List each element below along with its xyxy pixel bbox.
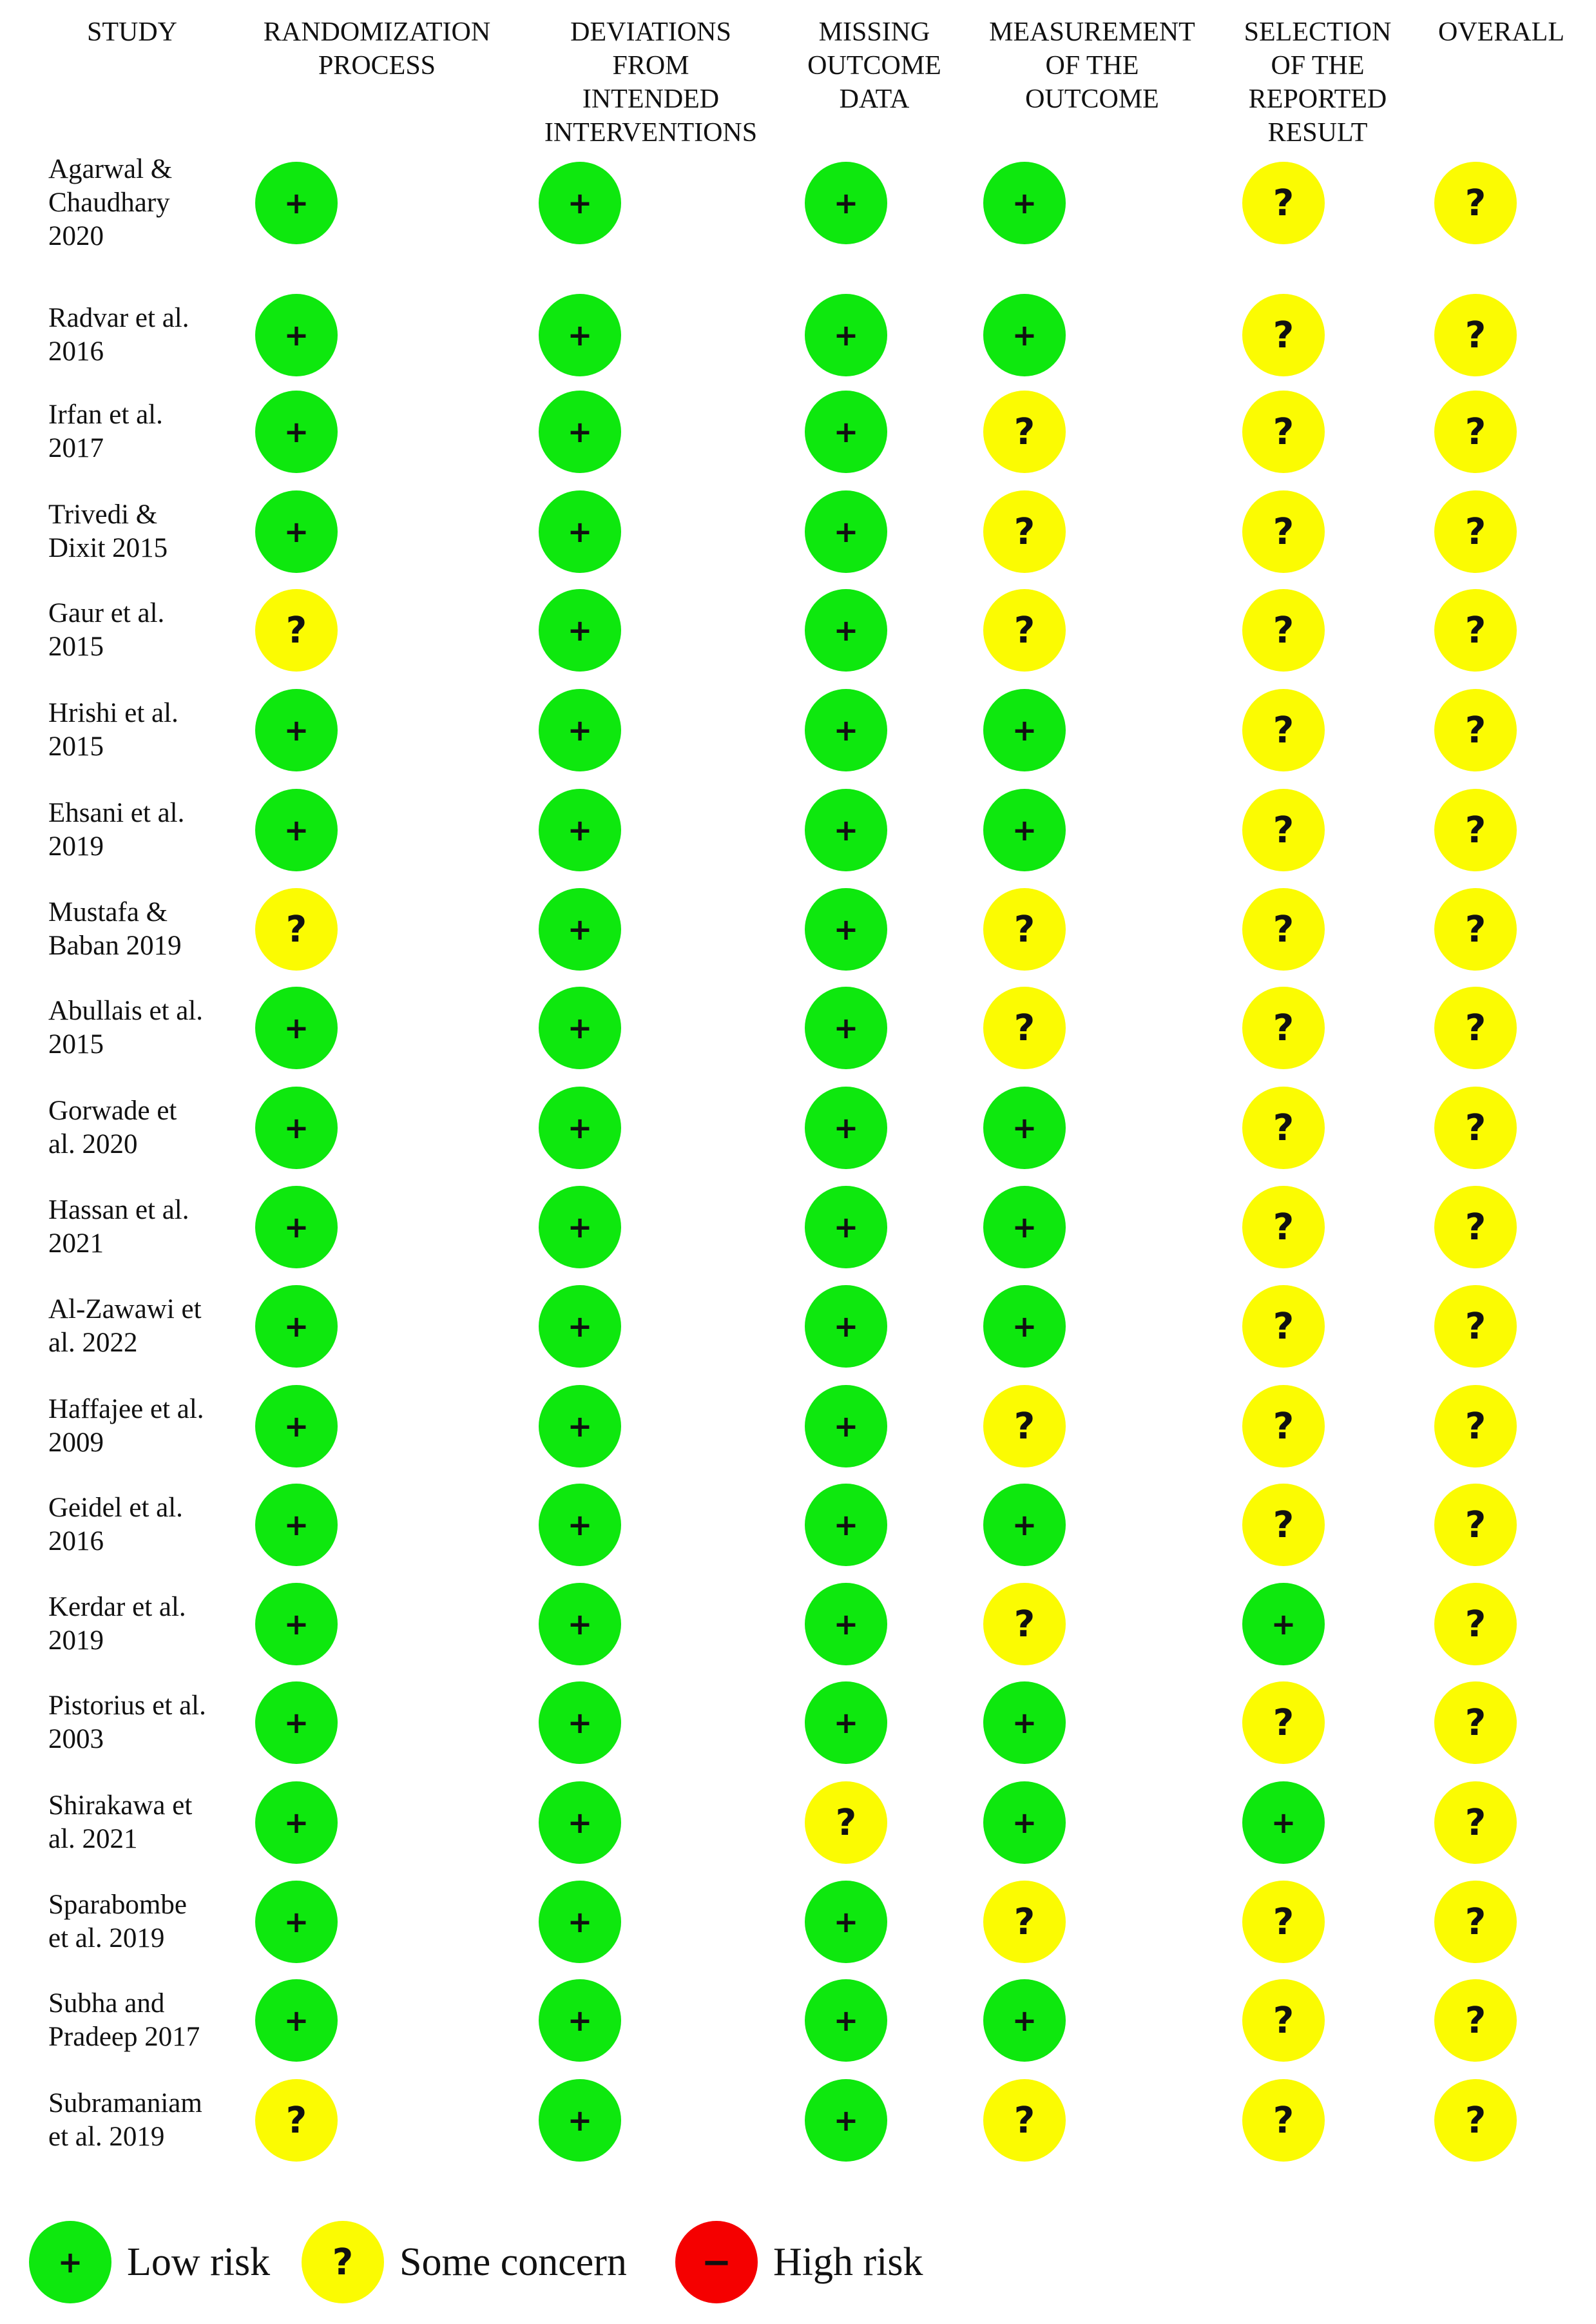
- rating-low-icon: +: [983, 1285, 1066, 1368]
- study-name: Hassan et al. 2021: [48, 1195, 189, 1259]
- rating-some-icon: ?: [983, 1583, 1066, 1665]
- rating-some-icon: ?: [1434, 1385, 1517, 1467]
- column-header: DEVIATIONS FROM INTENDED INTERVENTIONS: [544, 17, 758, 148]
- rating-some-icon: ?: [1434, 1781, 1517, 1864]
- rating-low-icon: +: [539, 1186, 621, 1268]
- rating-low-icon: +: [805, 1186, 887, 1268]
- rating-some-icon: ?: [1242, 391, 1325, 473]
- rating-some-icon: ?: [1434, 888, 1517, 971]
- rating-some-icon: ?: [255, 2079, 338, 2162]
- column-header: MISSING OUTCOME DATA: [807, 17, 941, 114]
- rating-low-icon: +: [255, 987, 338, 1069]
- rating-low-icon: +: [983, 789, 1066, 871]
- column-header: SELECTION OF THE REPORTED RESULT: [1244, 17, 1392, 148]
- rating-some-icon: ?: [1434, 987, 1517, 1069]
- rating-low-icon: +: [539, 1781, 621, 1864]
- rating-low-icon: +: [539, 391, 621, 473]
- legend-label: Some concern: [399, 2240, 627, 2284]
- rating-low-icon: +: [983, 1087, 1066, 1169]
- rating-some-icon: ?: [1242, 490, 1325, 573]
- rating-some-icon: ?: [1434, 1285, 1517, 1368]
- rating-low-icon: +: [805, 294, 887, 376]
- rating-low-icon: +: [805, 789, 887, 871]
- rating-low-icon: +: [539, 1484, 621, 1566]
- rating-some-icon: ?: [1434, 162, 1517, 244]
- study-name: Pistorius et al. 2003: [48, 1690, 206, 1754]
- rating-some-icon: ?: [1434, 1087, 1517, 1169]
- rating-some-icon: ?: [1434, 689, 1517, 771]
- rating-some-icon: ?: [1434, 589, 1517, 672]
- study-name: Irfan et al. 2017: [48, 400, 163, 463]
- study-name: Abullais et al. 2015: [48, 996, 204, 1060]
- rating-some-icon: ?: [1242, 589, 1325, 672]
- rating-some-icon: ?: [1242, 1285, 1325, 1368]
- legend-item-high: [675, 2217, 923, 2307]
- rating-low-icon: +: [255, 1385, 338, 1467]
- rating-some-icon: ?: [1242, 1484, 1325, 1566]
- rating-low-icon: +: [805, 888, 887, 971]
- rating-low-icon: +: [983, 1484, 1066, 1566]
- study-name: Al-Zawawi et al. 2022: [48, 1294, 202, 1358]
- rating-some-icon: ?: [1434, 294, 1517, 376]
- rating-low-icon: +: [255, 490, 338, 573]
- study-name: Subramaniam et al. 2019: [48, 2088, 202, 2152]
- rating-low-icon: +: [539, 1285, 621, 1368]
- rating-low-icon: +: [983, 294, 1066, 376]
- rating-low-icon: +: [255, 1484, 338, 1566]
- rating-low-icon: +: [805, 1979, 887, 2062]
- study-name: Gaur et al. 2015: [48, 598, 165, 662]
- rating-low-icon: +: [255, 1087, 338, 1169]
- rating-some-icon: ?: [1434, 789, 1517, 871]
- rating-low-icon: +: [983, 1681, 1066, 1764]
- rating-low-icon: +: [1242, 1583, 1325, 1665]
- rating-low-icon: +: [805, 1881, 887, 1963]
- rating-some-icon: ?: [1242, 888, 1325, 971]
- rating-some-icon: ?: [1242, 294, 1325, 376]
- study-name: Mustafa & Baban 2019: [48, 897, 182, 961]
- rating-some-icon: ?: [255, 888, 338, 971]
- rating-some-icon: ?: [1434, 2079, 1517, 2162]
- legend-high-icon: −: [675, 2221, 758, 2303]
- rating-low-icon: +: [805, 1087, 887, 1169]
- rating-low-icon: +: [255, 1881, 338, 1963]
- column-header: RANDOMIZATION PROCESS: [263, 17, 491, 81]
- study-name: Kerdar et al. 2019: [48, 1592, 186, 1656]
- rating-some-icon: ?: [1242, 162, 1325, 244]
- rating-low-icon: +: [539, 1881, 621, 1963]
- rating-some-icon: ?: [1434, 1681, 1517, 1764]
- rating-some-icon: ?: [1434, 391, 1517, 473]
- study-name: Haffajee et al. 2009: [48, 1394, 204, 1458]
- rating-low-icon: +: [539, 1583, 621, 1665]
- rating-low-icon: +: [805, 1583, 887, 1665]
- column-header: STUDY: [86, 17, 177, 47]
- rating-low-icon: +: [539, 888, 621, 971]
- rating-some-icon: ?: [983, 391, 1066, 473]
- rating-low-icon: +: [255, 1285, 338, 1368]
- rating-some-icon: ?: [1242, 1881, 1325, 1963]
- rating-low-icon: +: [255, 1186, 338, 1268]
- rating-low-icon: +: [805, 490, 887, 573]
- rating-low-icon: +: [805, 689, 887, 771]
- rating-low-icon: +: [539, 1087, 621, 1169]
- rating-some-icon: ?: [1434, 1979, 1517, 2062]
- rating-low-icon: +: [255, 689, 338, 771]
- rating-low-icon: +: [805, 1285, 887, 1368]
- rating-low-icon: +: [983, 1186, 1066, 1268]
- rating-low-icon: +: [983, 162, 1066, 244]
- rating-low-icon: +: [539, 689, 621, 771]
- study-name: Sparabombe et al. 2019: [48, 1890, 187, 1953]
- rating-some-icon: ?: [983, 1881, 1066, 1963]
- rating-low-icon: +: [255, 294, 338, 376]
- rating-some-icon: ?: [1434, 1186, 1517, 1268]
- rating-some-icon: ?: [255, 589, 338, 672]
- rating-low-icon: +: [539, 294, 621, 376]
- rating-low-icon: +: [255, 162, 338, 244]
- rating-low-icon: +: [539, 589, 621, 672]
- rating-some-icon: ?: [983, 888, 1066, 971]
- study-name: Agarwal & Chaudhary 2020: [48, 154, 173, 251]
- rating-low-icon: +: [805, 1385, 887, 1467]
- rating-some-icon: ?: [1434, 490, 1517, 573]
- rating-low-icon: +: [539, 1385, 621, 1467]
- rating-low-icon: +: [983, 1781, 1066, 1864]
- study-name: Hrishi et al. 2015: [48, 698, 178, 762]
- rating-some-icon: ?: [1242, 1087, 1325, 1169]
- study-name: Gorwade et al. 2020: [48, 1096, 177, 1159]
- legend-label: Low risk: [127, 2240, 271, 2284]
- rating-low-icon: +: [255, 1979, 338, 2062]
- rating-low-icon: +: [805, 987, 887, 1069]
- rating-low-icon: +: [255, 1781, 338, 1864]
- rating-some-icon: ?: [1434, 1583, 1517, 1665]
- study-name: Subha and Pradeep 2017: [48, 1988, 200, 2052]
- rating-some-icon: ?: [1242, 689, 1325, 771]
- rating-some-icon: ?: [1434, 1881, 1517, 1963]
- rating-low-icon: +: [805, 162, 887, 244]
- study-name: Geidel et al. 2016: [48, 1493, 183, 1556]
- rating-low-icon: +: [539, 162, 621, 244]
- rating-low-icon: +: [255, 1583, 338, 1665]
- rating-low-icon: +: [539, 2079, 621, 2162]
- column-header: OVERALL: [1438, 17, 1564, 47]
- rating-low-icon: +: [805, 589, 887, 672]
- rating-low-icon: +: [805, 2079, 887, 2162]
- legend-item-low: [29, 2217, 270, 2307]
- rating-some-icon: ?: [1242, 1186, 1325, 1268]
- rating-low-icon: +: [539, 1979, 621, 2062]
- study-name: Radvar et al. 2016: [48, 303, 189, 367]
- rating-low-icon: +: [255, 391, 338, 473]
- legend-item-some: [302, 2217, 627, 2307]
- rating-some-icon: ?: [805, 1781, 887, 1864]
- rating-low-icon: +: [805, 1681, 887, 1764]
- rating-some-icon: ?: [1242, 1385, 1325, 1467]
- rating-some-icon: ?: [1242, 2079, 1325, 2162]
- study-name: Trivedi & Dixit 2015: [48, 499, 168, 563]
- rating-low-icon: +: [539, 987, 621, 1069]
- rating-low-icon: +: [983, 689, 1066, 771]
- rating-some-icon: ?: [1242, 1979, 1325, 2062]
- rating-low-icon: +: [539, 1681, 621, 1764]
- rating-some-icon: ?: [1242, 789, 1325, 871]
- rating-low-icon: +: [255, 789, 338, 871]
- study-name: Ehsani et al. 2019: [48, 798, 185, 862]
- rating-some-icon: ?: [983, 589, 1066, 672]
- rating-some-icon: ?: [1434, 1484, 1517, 1566]
- column-header: MEASUREMENT OF THE OUTCOME: [989, 17, 1195, 114]
- legend-label: High risk: [773, 2240, 923, 2284]
- rating-low-icon: +: [539, 789, 621, 871]
- rating-some-icon: ?: [1242, 987, 1325, 1069]
- rating-some-icon: ?: [1242, 1681, 1325, 1764]
- rating-low-icon: +: [539, 490, 621, 573]
- rating-some-icon: ?: [983, 987, 1066, 1069]
- legend-some-icon: ?: [302, 2221, 384, 2303]
- rating-low-icon: +: [255, 1681, 338, 1764]
- rating-some-icon: ?: [983, 2079, 1066, 2162]
- rating-some-icon: ?: [983, 490, 1066, 573]
- rating-low-icon: +: [1242, 1781, 1325, 1864]
- study-name: Shirakawa et al. 2021: [48, 1790, 193, 1854]
- rating-low-icon: +: [805, 391, 887, 473]
- rating-some-icon: ?: [983, 1385, 1066, 1467]
- rating-low-icon: +: [805, 1484, 887, 1566]
- legend-low-icon: +: [29, 2221, 111, 2303]
- rating-low-icon: +: [983, 1979, 1066, 2062]
